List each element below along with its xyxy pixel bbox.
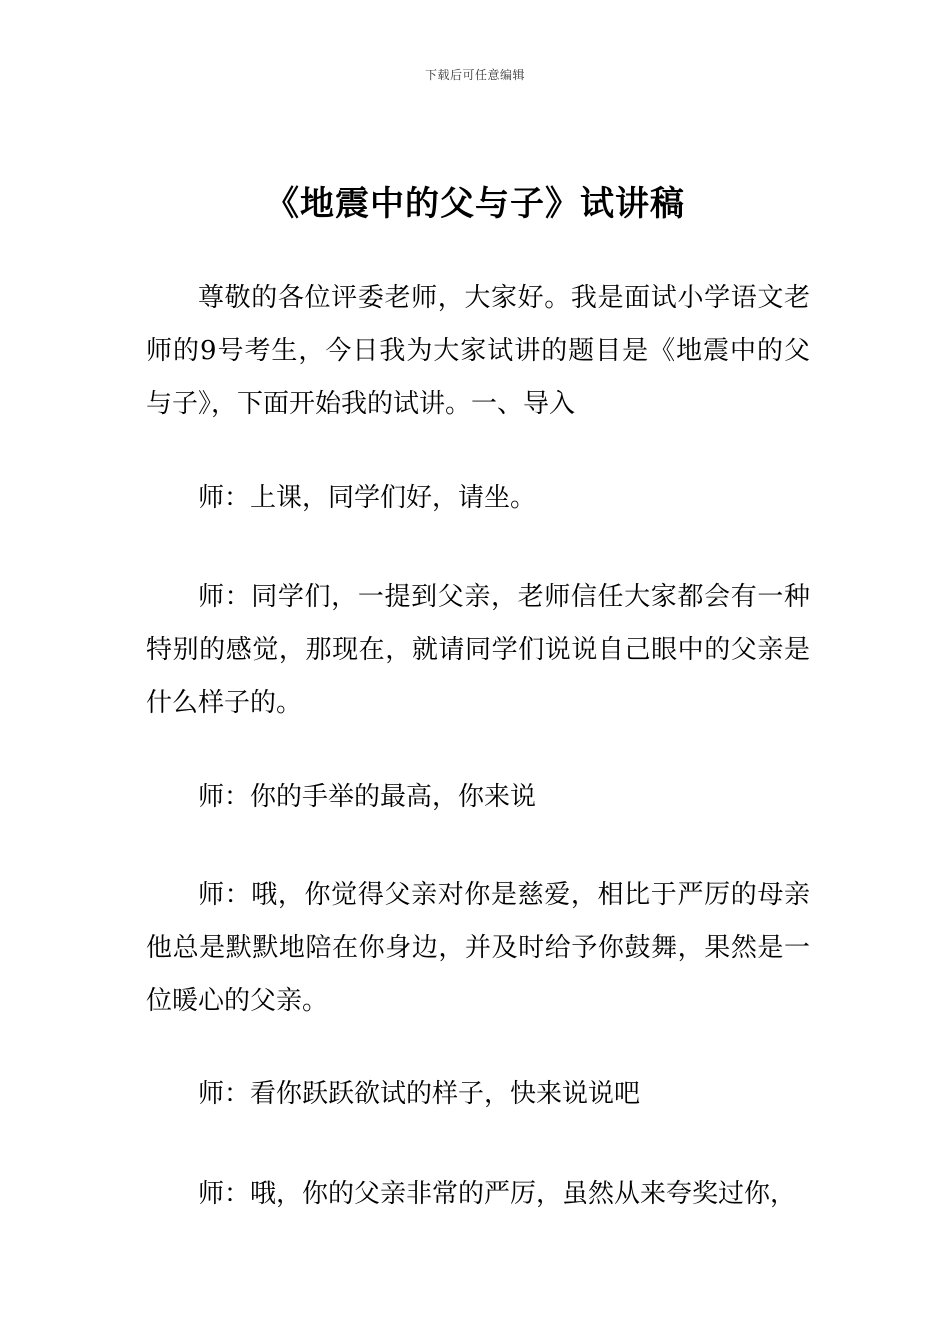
paragraph-intro: 尊敬的各位评委老师，大家好。我是面试小学语文老师的9号考生，今日我为大家试讲的题目是《地震中的父与子》，下面开始我的试讲。一、导入 bbox=[146, 283, 810, 419]
paragraph-kind-father: 师：哦，你觉得父亲对你是慈爱，相比于严厉的母亲他总是默默地陪在你身边，并及时给予你鼓舞，果然是一位暖心的父亲。 bbox=[146, 880, 810, 1016]
document-title: 《地震中的父与子》试讲稿 bbox=[265, 184, 685, 224]
paragraph-eager-student: 师：看你跃跃欲试的样子，快来说说吧 bbox=[198, 1079, 641, 1109]
paragraph-father-question: 师：同学们，一提到父亲，老师信任大家都会有一种特别的感觉，那现在，就请同学们说说自己眼中的父亲是什么样子的。 bbox=[146, 582, 810, 718]
paragraph-strict-father: 师：哦，你的父亲非常的严厉，虽然从来夸奖过你， bbox=[198, 1179, 797, 1209]
paragraph-call-student: 师：你的手举的最高，你来说 bbox=[198, 782, 537, 812]
page-header-note: 下载后可任意编辑 bbox=[424, 68, 525, 82]
paragraph-greeting: 师：上课，同学们好，请坐。 bbox=[198, 483, 537, 513]
